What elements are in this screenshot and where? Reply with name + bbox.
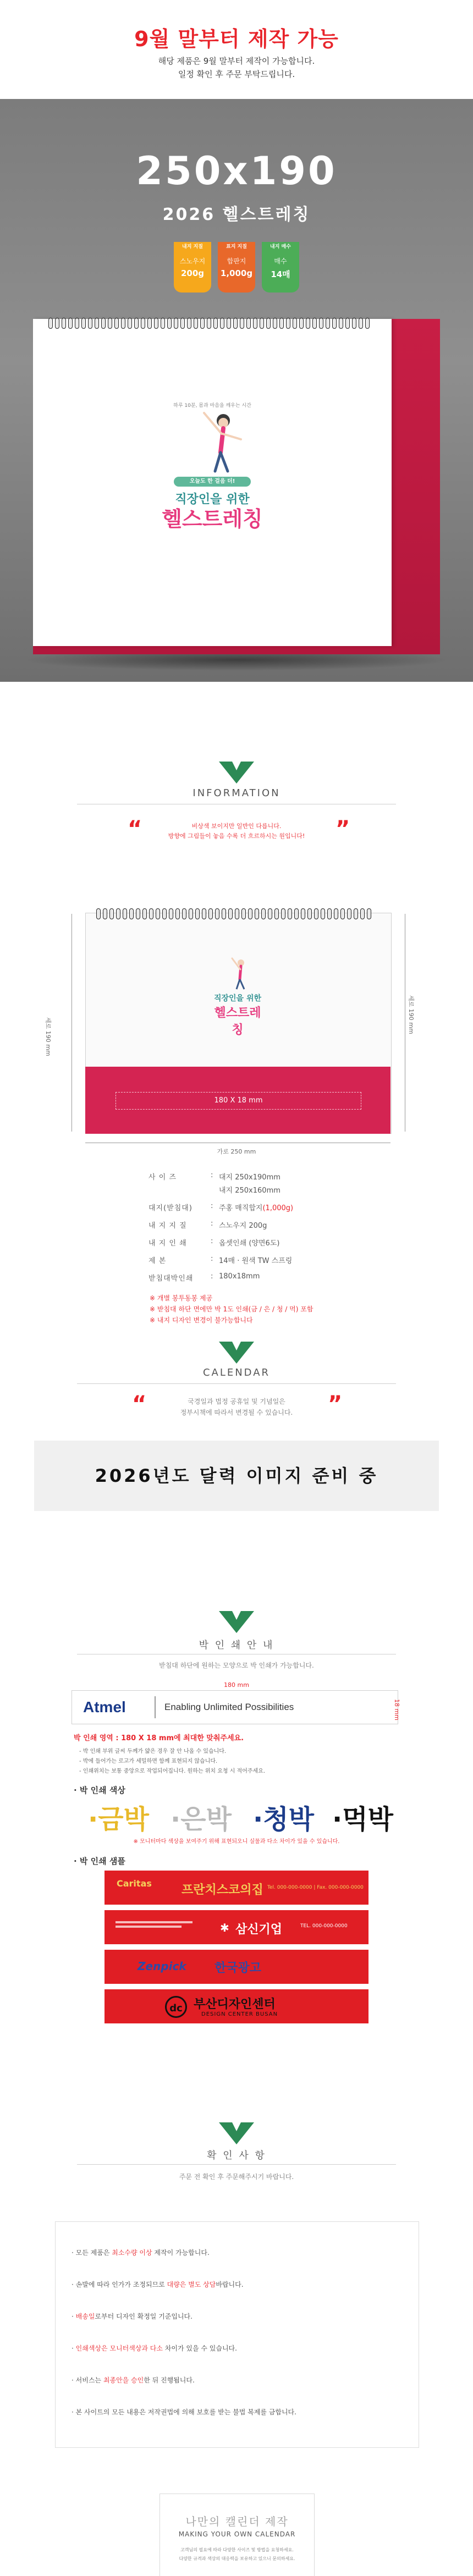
sample-info: TEL. 000-000-0000 bbox=[300, 1923, 348, 1929]
diy-text-1: 고객님의 필요에 따라 다양한 사이즈 및 방법을 요청하세요. bbox=[180, 2547, 294, 2552]
badge-top: 내지 지질 bbox=[182, 244, 203, 250]
sample-name: 프란치스코의집 bbox=[182, 1883, 263, 1897]
foil-blue: ·청박 bbox=[253, 1804, 314, 1835]
spec-row: 내 지 지 질 : 스노우지 200g bbox=[148, 1220, 267, 1230]
sample-logo: dc bbox=[165, 1996, 187, 2018]
badge-paper bbox=[174, 242, 211, 293]
spec-row: 받침대박인쇄 : 180x18mm bbox=[148, 1272, 260, 1283]
calendar-cover bbox=[33, 319, 392, 646]
foil-area-note: - 박에 들어가는 로고가 세밀하면 함께 표현되지 않습니다. bbox=[79, 1758, 218, 1764]
chevron-down-icon bbox=[219, 1611, 254, 1633]
foil-color-note: ※ 모니터마다 색상을 보여주기 위해 표현되오니 실물과 다소 차이가 있을 수 있습니다. bbox=[133, 1839, 340, 1845]
divider bbox=[77, 1383, 396, 1384]
badge-value: 200g bbox=[180, 268, 205, 278]
badge-label: 합판지 bbox=[227, 257, 246, 265]
sample-slogan: Enabling Unlimited Possibilities bbox=[164, 1702, 294, 1712]
info-bullet: ※ 내지 디자인 변경이 불가능합니다 bbox=[150, 1316, 253, 1324]
sample-name: 부산디자인센터 bbox=[194, 1998, 276, 2011]
check-sub: 주문 전 확인 후 주문해주시기 바랍니다. bbox=[179, 2173, 294, 2181]
headline-sub-2: 일정 확인 후 주문 부탁드립니다. bbox=[178, 69, 295, 79]
check-item: · 서비스는 최종안을 승인한 뒤 진행됩니다. bbox=[72, 2376, 195, 2384]
spec-row: 대지(받침대) : 주홍 매직합지(1,000g) bbox=[148, 1202, 294, 1212]
calendar-title: CALENDAR bbox=[202, 1367, 271, 1378]
badge-label: 매수 bbox=[274, 257, 287, 265]
foil-sub: 받침대 하단에 원하는 모양으로 박 인쇄가 가능합니다. bbox=[159, 1662, 314, 1669]
info-note-2: 방향에 그림들이 놓음 수록 더 흐르하시는 원입니다! bbox=[168, 832, 305, 840]
cover-illustration bbox=[146, 401, 278, 531]
badge-top: 표지 지질 bbox=[226, 244, 247, 250]
diy-subtitle: MAKING YOUR OWN CALENDAR bbox=[178, 2530, 296, 2538]
sample-brand: Atmel bbox=[83, 1698, 126, 1716]
spec-row: 내 지 인 쇄 : 옵셋인쇄 (양면6도) bbox=[148, 1237, 280, 1248]
sample-name: 한국광고 bbox=[215, 1961, 262, 1975]
foil-black: ·먹박 bbox=[332, 1804, 393, 1835]
foil-sample-box bbox=[72, 1690, 398, 1724]
drawing-line1: 직장인을 위한 bbox=[213, 994, 262, 1003]
cover-line2: 헬스트레칭 bbox=[162, 507, 263, 531]
cover-line1: 직장인을 위한 bbox=[175, 493, 250, 506]
hero-image bbox=[0, 99, 473, 682]
foil-area-label: 박 인쇄 영역 : 180 X 18 mm에 최대한 맞춰주세요. bbox=[74, 1734, 244, 1742]
calendar-note-2: 정부시책에 따라서 변경될 수 있습니다. bbox=[180, 1409, 293, 1416]
quote-open-icon: “ bbox=[128, 817, 142, 842]
quote-close-icon: ” bbox=[328, 1392, 343, 1417]
check-title: 확 인 사 항 bbox=[207, 2150, 266, 2161]
quote-close-icon: ” bbox=[336, 817, 350, 842]
calendar-image-placeholder: 2026년도 달력 이미지 준비 중 bbox=[34, 1441, 439, 1511]
foil-color-heading: · 박 인쇄 색상 bbox=[74, 1785, 125, 1795]
spec-row: 내지 250x160mm bbox=[219, 1187, 280, 1195]
foil-gold: ·금박 bbox=[88, 1804, 149, 1835]
headline-sub-1: 해당 제품은 9월 말부터 제작이 가능합니다. bbox=[158, 56, 315, 66]
divider bbox=[77, 2164, 396, 2165]
spec-row: 제 본 : 14매 · 원색 TW 스프링 bbox=[148, 1255, 293, 1265]
chevron-down-icon bbox=[219, 762, 254, 784]
foil-silver: ·은박 bbox=[170, 1804, 232, 1835]
badge-value: 14매 bbox=[271, 269, 290, 279]
foil-sample-2 bbox=[105, 1910, 369, 1944]
height-label-right: 세로 190 mm bbox=[408, 995, 415, 1034]
sample-logo: Zenpick bbox=[138, 1960, 186, 1973]
spring-rings bbox=[48, 318, 375, 329]
info-bullet: ※ 개별 봉투동봉 제공 bbox=[150, 1294, 213, 1302]
drawing-rings bbox=[96, 908, 382, 919]
check-item: · 본 사이트의 모든 내용은 저작권법에 의해 보호를 받는 불법 복제를 금합니다. bbox=[72, 2408, 296, 2416]
info-bullet: ※ 받침대 하단 면에만 박 1도 인쇄(금 / 은 / 청 / 먹) 포함 bbox=[150, 1305, 314, 1313]
check-item: · 모든 제품은 최소수량 이상 제작이 가능합니다. bbox=[72, 2249, 210, 2257]
chevron-down-icon bbox=[219, 2122, 254, 2144]
information-title: INFORMATION bbox=[193, 787, 280, 799]
sample-info: Tel. 000-000-0000 | Fax. 000-000-0000 bbox=[267, 1885, 364, 1890]
hero-model: 2026 헬스트레칭 bbox=[162, 205, 311, 224]
chevron-down-icon bbox=[219, 1342, 254, 1364]
foil-sample-1 bbox=[105, 1871, 369, 1905]
sample-logo: Caritas bbox=[117, 1878, 152, 1889]
badge-value: 1,000g bbox=[220, 268, 253, 278]
badge-label: 스노우지 bbox=[179, 257, 206, 265]
badge-cover bbox=[218, 242, 255, 293]
drawing-illustration bbox=[210, 957, 265, 1038]
diy-text-2: 다양한 규격과 색상의 대응력을 보유하고 있으니 문의하세요. bbox=[179, 2556, 295, 2561]
hero-size: 250x190 bbox=[136, 148, 337, 194]
foil-title: 박 인 쇄 안 내 bbox=[199, 1640, 274, 1651]
check-item: · 손발에 따라 인가가 조정되므로 대량은 별도 상담바랍니다. bbox=[72, 2281, 244, 2288]
height-label-left: 세로 190 mm bbox=[45, 1017, 52, 1056]
diy-box bbox=[160, 2494, 315, 2576]
foil-sample-3 bbox=[105, 1950, 369, 1984]
divider bbox=[155, 1696, 156, 1718]
cover-sub: 하루 10분, 몸과 마음을 깨우는 시간 bbox=[173, 403, 251, 409]
gear-icon: ✱ bbox=[220, 1921, 229, 1934]
foil-sample-4 bbox=[105, 1989, 369, 2023]
stretching-person-icon bbox=[146, 409, 278, 475]
check-item: · 인쇄색상은 모니터색상과 다소 차이가 있을 수 있습니다. bbox=[72, 2345, 237, 2352]
stretching-person-icon bbox=[210, 957, 265, 990]
foil-area-note: - 박 인쇄 부위 글씨 두께가 얇은 경우 잘 안 나올 수 있습니다. bbox=[79, 1748, 227, 1755]
foil-sample-heading: · 박 인쇄 샘플 bbox=[74, 1856, 125, 1866]
badge-top: 내지 매수 bbox=[270, 244, 291, 250]
foil-area-note: - 인쇄위치는 보통 중앙으로 작업되어집니다. 원하는 위치 요청 시 적어주세요. bbox=[79, 1768, 266, 1774]
info-note-1: 비상색 보이지만 일반인 다릅니다. bbox=[191, 823, 282, 830]
drawing-line2: 헬스트레칭 bbox=[214, 1006, 261, 1037]
badge-pages bbox=[262, 242, 299, 293]
cover-tag: 오늘도 한 걸음 더! bbox=[174, 477, 251, 487]
width-label: 가로 250 mm bbox=[217, 1148, 256, 1155]
calendar-note-1: 국경일과 법정 공휴일 및 기념일은 bbox=[188, 1398, 285, 1405]
quote-open-icon: “ bbox=[132, 1392, 147, 1417]
dim-height: 18 mm bbox=[393, 1699, 400, 1720]
sample-info: DESIGN CENTER BUSAN bbox=[201, 2011, 278, 2017]
check-item: · 배송일로부터 디자인 확정일 기준입니다. bbox=[72, 2313, 193, 2320]
sample-text-block bbox=[116, 1919, 198, 1935]
headline: 9월 말부터 제작 가능 bbox=[134, 27, 339, 51]
dim-width: 180 mm bbox=[224, 1681, 249, 1689]
diy-title: 나만의 캘린더 제작 bbox=[185, 2515, 289, 2528]
spec-row: 사 이 즈 : 대지 250x190mm bbox=[148, 1171, 280, 1182]
sample-name: 삼신기업 bbox=[235, 1923, 283, 1937]
foil-strip: 180 X 18 mm bbox=[116, 1092, 361, 1110]
